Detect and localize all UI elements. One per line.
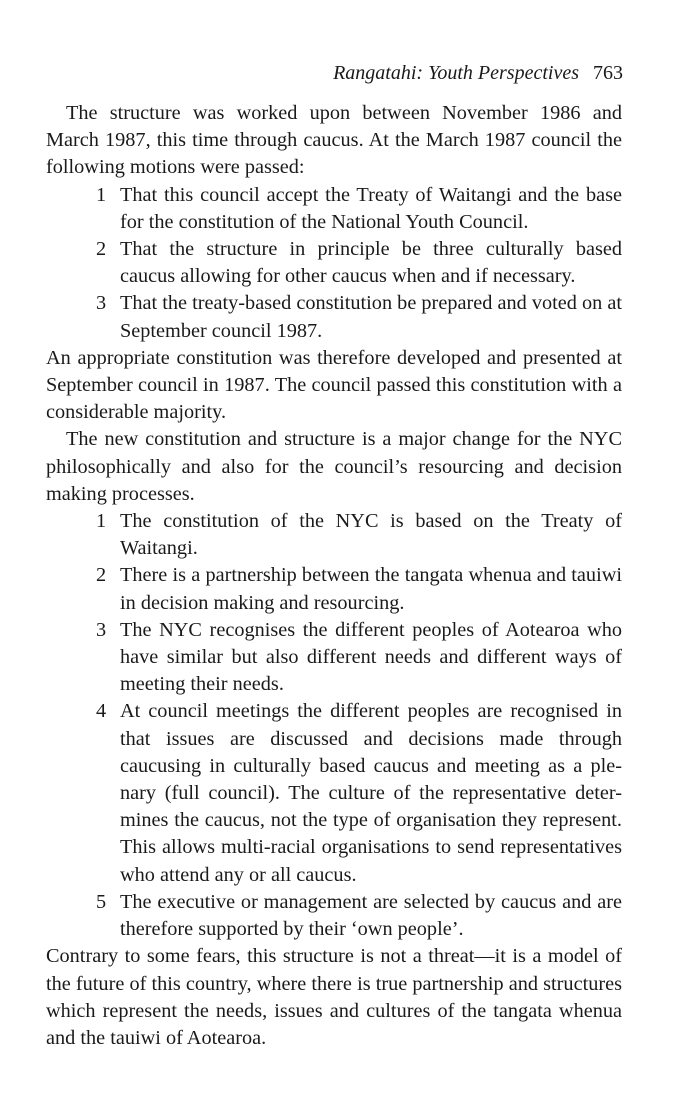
- list-number: 1: [96, 183, 107, 206]
- list-number: 4: [96, 700, 107, 723]
- list-text: The executive or management are selected by caucus and are therefore supported by their ‘own people’.: [120, 890, 622, 941]
- list-item: [46, 182, 622, 236]
- list-text: That the treaty-based constitution be prepared and voted on at September council 1987.: [120, 292, 622, 342]
- list-text: At council meetings the different peoples are recognised in that issues are discussed and decisions made through caucusing in culturally based caucus and meeting as a ple-nary (full council). The culture of the representative deter-mines the caucus, not the type of organisation they represent. This allows multi-racial organisations to send representatives who attend any or all caucus.: [120, 700, 622, 886]
- list-number: 2: [96, 238, 107, 261]
- list-number: 2: [96, 564, 107, 587]
- list-item: [46, 290, 622, 344]
- paragraph-1: The structure was worked upon between November 1986 and March 1987, this time through caucus. At the March 1987 council the following motions were passed:: [46, 102, 622, 179]
- paragraph-4: Contrary to some fears, this structure is not a threat—it is a model of the future of this country, where there is true partnership and structures which represent the needs, issues and cultures of the tangata whenua and the tauiwi of Aotearoa.: [46, 945, 622, 1049]
- list-text: There is a partnership between the tangata whenua and tauiwi in decision making and resourcing.: [120, 564, 622, 614]
- page-number: 763: [593, 62, 623, 84]
- list-item: [46, 617, 622, 699]
- list-text: That this council accept the Treaty of Waitangi and the base for the constitution of the National Youth Council.: [120, 183, 622, 233]
- body-text: [46, 100, 622, 1052]
- list-item: [46, 698, 622, 888]
- list-text: The constitution of the NYC is based on the Treaty of Waitangi.: [120, 510, 622, 560]
- changes-list: [46, 508, 622, 943]
- list-item: [46, 236, 622, 290]
- list-number: 5: [96, 890, 107, 913]
- paragraph-2: An appropriate constitution was therefore developed and presented at September council in 1987. The council passed this constitution with a considerable majority.: [46, 346, 622, 424]
- list-text: The NYC recognises the different peoples of Aotearoa who have similar but also different needs and different ways of meeting their needs.: [120, 618, 622, 696]
- list-item: [46, 889, 622, 943]
- list-item: [46, 508, 622, 562]
- motions-list: [46, 182, 622, 345]
- list-number: 1: [96, 510, 107, 533]
- list-number: 3: [96, 618, 107, 641]
- list-text: That the structure in principle be three culturally based caucus allowing for other caucus when and if necessary.: [120, 238, 622, 288]
- paragraph-3: The new constitution and structure is a major change for the NYC philosophically and also for the council’s resourcing and decision making processes.: [46, 428, 622, 505]
- list-number: 3: [96, 292, 107, 315]
- list-item: [46, 562, 622, 616]
- running-header: [333, 58, 623, 88]
- running-title: Rangatahi: Youth Perspectives: [333, 62, 579, 84]
